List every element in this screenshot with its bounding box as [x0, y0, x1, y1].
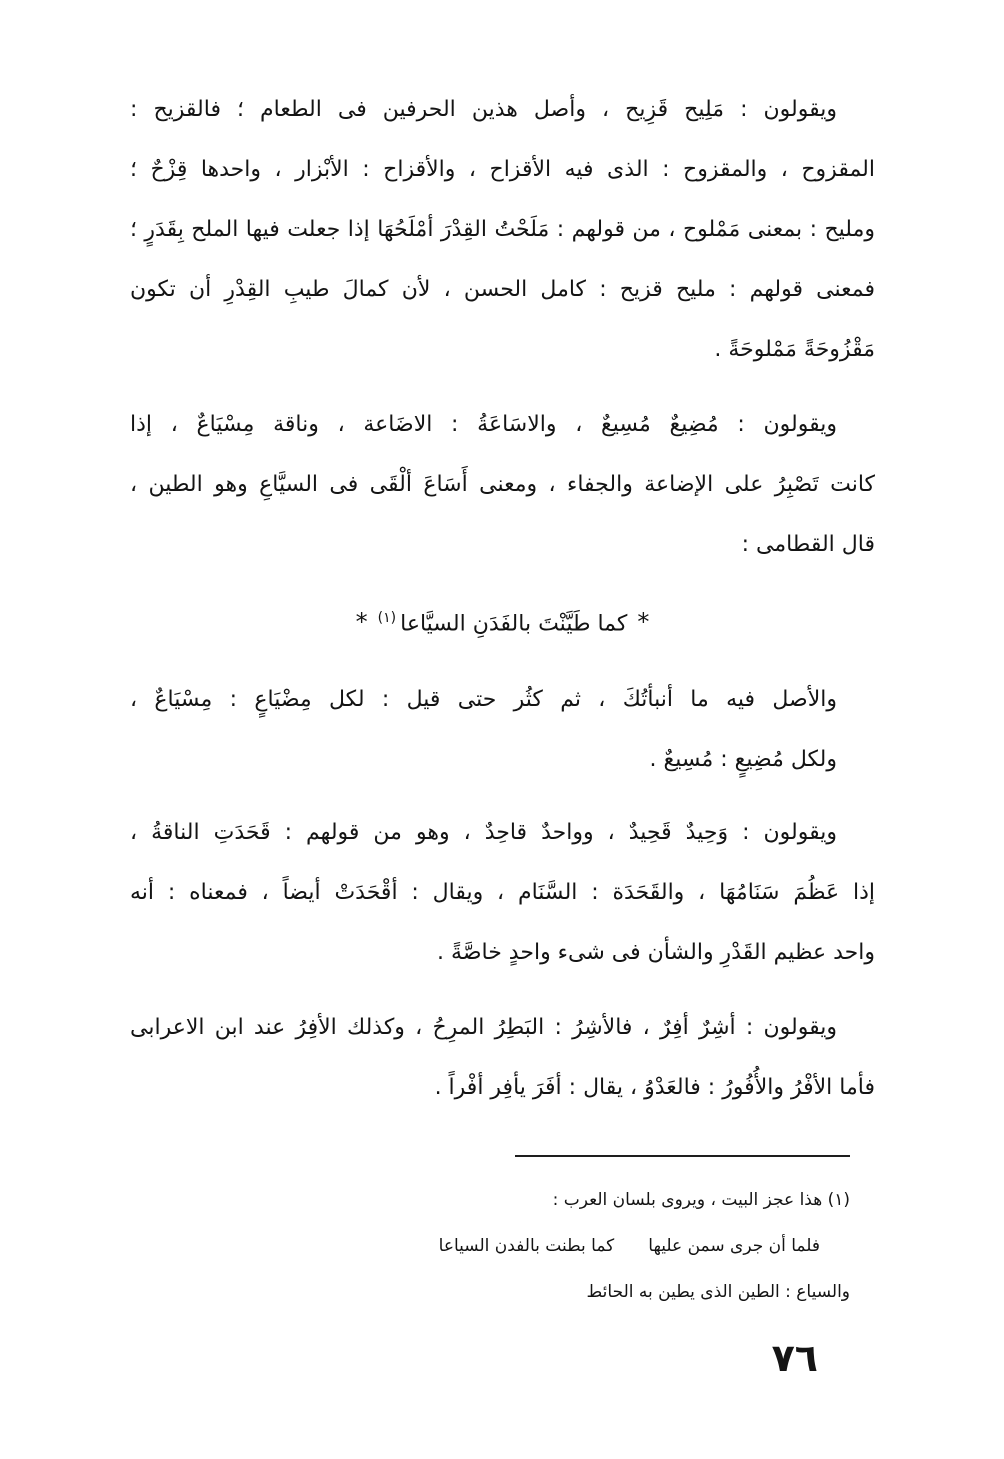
text-line: ولكل مُضِيعٍ : مُسِيعٌ .: [649, 747, 837, 772]
text-line: ويقولون : أشِرٌ أفِرٌ ، فالأشِرُ : البَطِرُ المرِحُ ، وكذلك الأفِرُ عند ابن الاعرابى: [130, 1015, 837, 1040]
text-line: ويقولون : مَلِيح قَزِيح ، وأصل هذين الحرفين فى الطعام ؛ فالقزيح :: [130, 97, 837, 122]
footnote-gloss: والسياع : الطين الذى يطين به الحائط: [586, 1282, 850, 1302]
footnote-intro: (١) هذا عجز البيت ، ويروى بلسان العرب :: [552, 1190, 850, 1210]
paragraph-origin: [130, 670, 875, 790]
paragraph-mudee-museea: [130, 395, 875, 575]
paragraph-maleeh-qazeeh: [130, 80, 875, 380]
paragraph-waheed-qaheed: [130, 803, 875, 983]
text-line: فمعنى قولهم : مليح قزيح : كامل الحسن ، لأن كمالَ طيبِ القِدْرِ أن تكون: [130, 277, 875, 302]
text-line: المقزوح ، والمقزوح : الذى فيه الأقزاح ، والأقزاح : الأبْزار ، واحدها قِزْحٌ ؛: [130, 157, 875, 182]
text-line: ويقولون : مُضِيعٌ مُسِيعٌ ، والاسَاعَةُ : الاضَاعة ، وناقة مِسْيَاعٌ ، إذا: [130, 412, 837, 437]
text-line: ويقولون : وَحِيدٌ قَحِيدٌ ، وواحدٌ قاحِدٌ ، وهو من قولهم : قَحَدَتِ الناقةُ ،: [130, 820, 837, 845]
paragraph-ashir-afir: [130, 998, 875, 1118]
quoted-verse: [130, 588, 875, 654]
text-line: كانت تَصْبِرُ على الإضاعة والجفاء ، ومعنى أَسَاعَ ألْقَى فى السيَّاعِ وهو الطين ،: [130, 472, 875, 497]
text-line: فأما الأفْرُ والأُفُورُ : فالعَدْوُ ، يقال : أفَرَ يأفِر أفْراً .: [434, 1075, 875, 1100]
footnote-verse-second-hemistich: كما بطنت بالفدن السياعا: [438, 1236, 615, 1256]
footnote-marker: (١): [377, 610, 397, 626]
text-line: مَقْزُوحَةً مَمْلوحَةً .: [714, 337, 875, 362]
page-number: ٧٦: [771, 1336, 818, 1380]
text-line: قال القطامى :: [741, 532, 875, 557]
footnote-verse-first-hemistich: فلما أن جرى سمن عليها: [648, 1236, 820, 1256]
text-line: ومليح : بمعنى مَمْلوح ، من قولهم : مَلَحْتُ القِدْرَ أمْلَحُهَا إذا جعلت فيها الملح بِقَدَرٍ ؛: [130, 217, 875, 242]
footnote-divider: [515, 1155, 850, 1157]
footnote-verse: [230, 1223, 850, 1269]
footnote: [230, 1177, 850, 1315]
text-line: إذا عَظُمَ سَنَامُهَا ، والقَحَدَة : السَّنَام ، ويقال : أقْحَدَتْ أيضاً ، فمعناه : أنه: [130, 880, 875, 905]
verse-ornament-left: *: [355, 608, 368, 637]
verse-text: كما طَيَّنْتَ بالفَدَنِ السيَّاعا: [400, 611, 628, 637]
text-line: واحد عظيم القَدْرِ والشأن فى شىء واحدٍ خاصَّةً .: [437, 940, 875, 965]
verse-ornament-right: *: [637, 608, 650, 637]
text-line: والأصل فيه ما أنبأتُكَ ، ثم كثُر حتى قيل : لكل مِضْيَاعٍ : مِسْيَاعٌ ،: [130, 687, 837, 712]
